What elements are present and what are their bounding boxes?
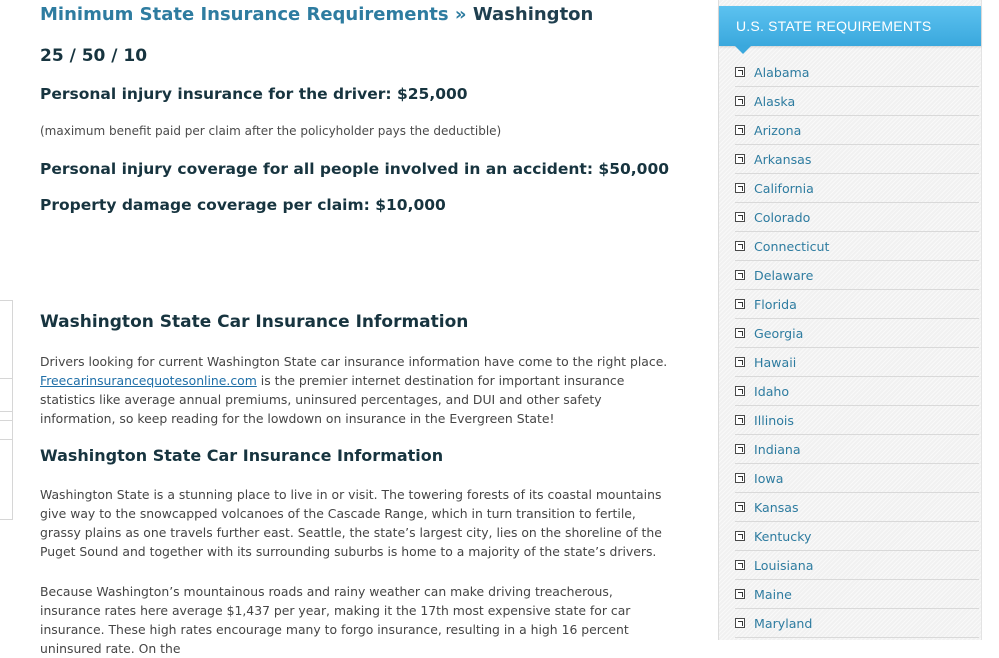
external-link-icon: [735, 270, 745, 280]
property-damage-requirement: Property damage coverage per claim: $10,000: [40, 196, 446, 214]
external-link-icon: [735, 357, 745, 367]
state-link[interactable]: Illinois: [754, 412, 794, 428]
external-link-icon: [735, 328, 745, 338]
page-edge-control: [0, 420, 13, 440]
state-link[interactable]: Alabama: [754, 64, 810, 80]
external-link-icon: [735, 386, 745, 396]
state-list-item[interactable]: [735, 464, 979, 493]
external-link-icon: [735, 589, 745, 599]
state-list-item[interactable]: [735, 493, 979, 522]
sidebar-title: U.S. STATE REQUIREMENTS: [719, 6, 981, 46]
state-link[interactable]: Connecticut: [754, 238, 830, 254]
breadcrumb: [40, 4, 593, 25]
state-list-item[interactable]: [735, 609, 979, 638]
state-requirements-sidebar: [718, 0, 982, 640]
state-list-item[interactable]: [735, 580, 979, 609]
state-list-item[interactable]: [735, 116, 979, 145]
external-link-icon: [735, 560, 745, 570]
external-link-icon: [735, 125, 745, 135]
state-link[interactable]: Iowa: [754, 470, 784, 486]
page-edge-control: [0, 378, 13, 412]
state-link[interactable]: Arkansas: [754, 151, 812, 167]
breadcrumb-separator: »: [454, 4, 467, 25]
state-list-item[interactable]: [735, 406, 979, 435]
state-list-item[interactable]: [735, 319, 979, 348]
state-link[interactable]: Colorado: [754, 209, 811, 225]
state-link[interactable]: California: [754, 180, 814, 196]
state-link[interactable]: Delaware: [754, 267, 814, 283]
external-link-icon: [735, 473, 745, 483]
state-link[interactable]: Florida: [754, 296, 797, 312]
state-link[interactable]: Indiana: [754, 441, 801, 457]
state-link[interactable]: Louisiana: [754, 557, 814, 573]
paragraph-text: is the premier internet destination for important insurance statistics like average annual premiums, uninsured percentages, and DUI and other safety information, so keep reading for the lowdown on insurance in the Evergreen State!: [40, 373, 625, 426]
state-link[interactable]: Arizona: [754, 122, 802, 138]
breadcrumb-current: Washington: [472, 4, 594, 25]
external-link-icon: [735, 618, 745, 628]
external-link-icon: [735, 241, 745, 251]
state-list-item[interactable]: [735, 58, 979, 87]
external-link-icon: [735, 183, 745, 193]
state-link[interactable]: Idaho: [754, 383, 790, 399]
article-heading: Washington State Car Insurance Information: [40, 312, 469, 332]
all-injury-requirement: Personal injury coverage for all people involved in an accident: $50,000: [40, 160, 670, 178]
state-link[interactable]: Hawaii: [754, 354, 797, 370]
state-list-item[interactable]: [735, 203, 979, 232]
driver-injury-note: (maximum benefit paid per claim after the policyholder pays the deductible): [40, 124, 502, 138]
state-link[interactable]: Kentucky: [754, 528, 812, 544]
state-link[interactable]: Maine: [754, 586, 792, 602]
state-list: [735, 58, 979, 638]
state-list-item[interactable]: [735, 348, 979, 377]
external-link-icon: [735, 212, 745, 222]
article-paragraph: Washington State is a stunning place to live in or visit. The towering forests of its coastal mountains give way to the snowcapped volcanoes of the Cascade Range, which in turn transition to fertile, grassy plains as one travels further east. Seattle, the state’s largest city, lies on the shoreline of the Puget Sound and together with its surrounding suburbs is home to a majority of the state’s drivers.: [40, 487, 662, 559]
coverage-ratio: 25 / 50 / 10: [40, 46, 148, 66]
state-list-item[interactable]: [735, 145, 979, 174]
breadcrumb-parent-link[interactable]: Minimum State Insurance Requirements: [40, 4, 449, 25]
state-list-item[interactable]: [735, 522, 979, 551]
external-link-icon: [735, 502, 745, 512]
state-link[interactable]: Kansas: [754, 499, 799, 515]
sidebar-title-notch: [735, 46, 751, 54]
external-link-icon: [735, 67, 745, 77]
article-paragraph: Because Washington’s mountainous roads and rainy weather can make driving treacherous, insurance rates here average $1,437 per year, making it the 17th most expensive state for car insurance. These high rates encourage many to forgo insurance, resulting in a high 16 percent uninsured rate. On the: [40, 584, 631, 656]
state-list-item[interactable]: [735, 174, 979, 203]
external-link-icon: [735, 415, 745, 425]
state-link[interactable]: Alaska: [754, 93, 796, 109]
article-subheading: Washington State Car Insurance Information: [40, 446, 444, 465]
state-list-item[interactable]: [735, 290, 979, 319]
article-paragraph: [40, 352, 672, 428]
state-list-item[interactable]: [735, 551, 979, 580]
paragraph-text: Drivers looking for current Washington State car insurance information have come to the right place.: [40, 354, 668, 369]
external-link-icon: [735, 154, 745, 164]
state-list-item[interactable]: [735, 261, 979, 290]
state-link[interactable]: Maryland: [754, 615, 813, 631]
external-link-icon: [735, 299, 745, 309]
external-link-icon: [735, 531, 745, 541]
site-link[interactable]: Freecarinsurancequotesonline.com: [40, 373, 257, 388]
external-link-icon: [735, 96, 745, 106]
state-list-item[interactable]: [735, 87, 979, 116]
state-link[interactable]: Georgia: [754, 325, 804, 341]
driver-injury-requirement: Personal injury insurance for the driver: $25,000: [40, 85, 468, 103]
external-link-icon: [735, 444, 745, 454]
state-list-item[interactable]: [735, 377, 979, 406]
state-list-item[interactable]: [735, 435, 979, 464]
state-list-item[interactable]: [735, 232, 979, 261]
